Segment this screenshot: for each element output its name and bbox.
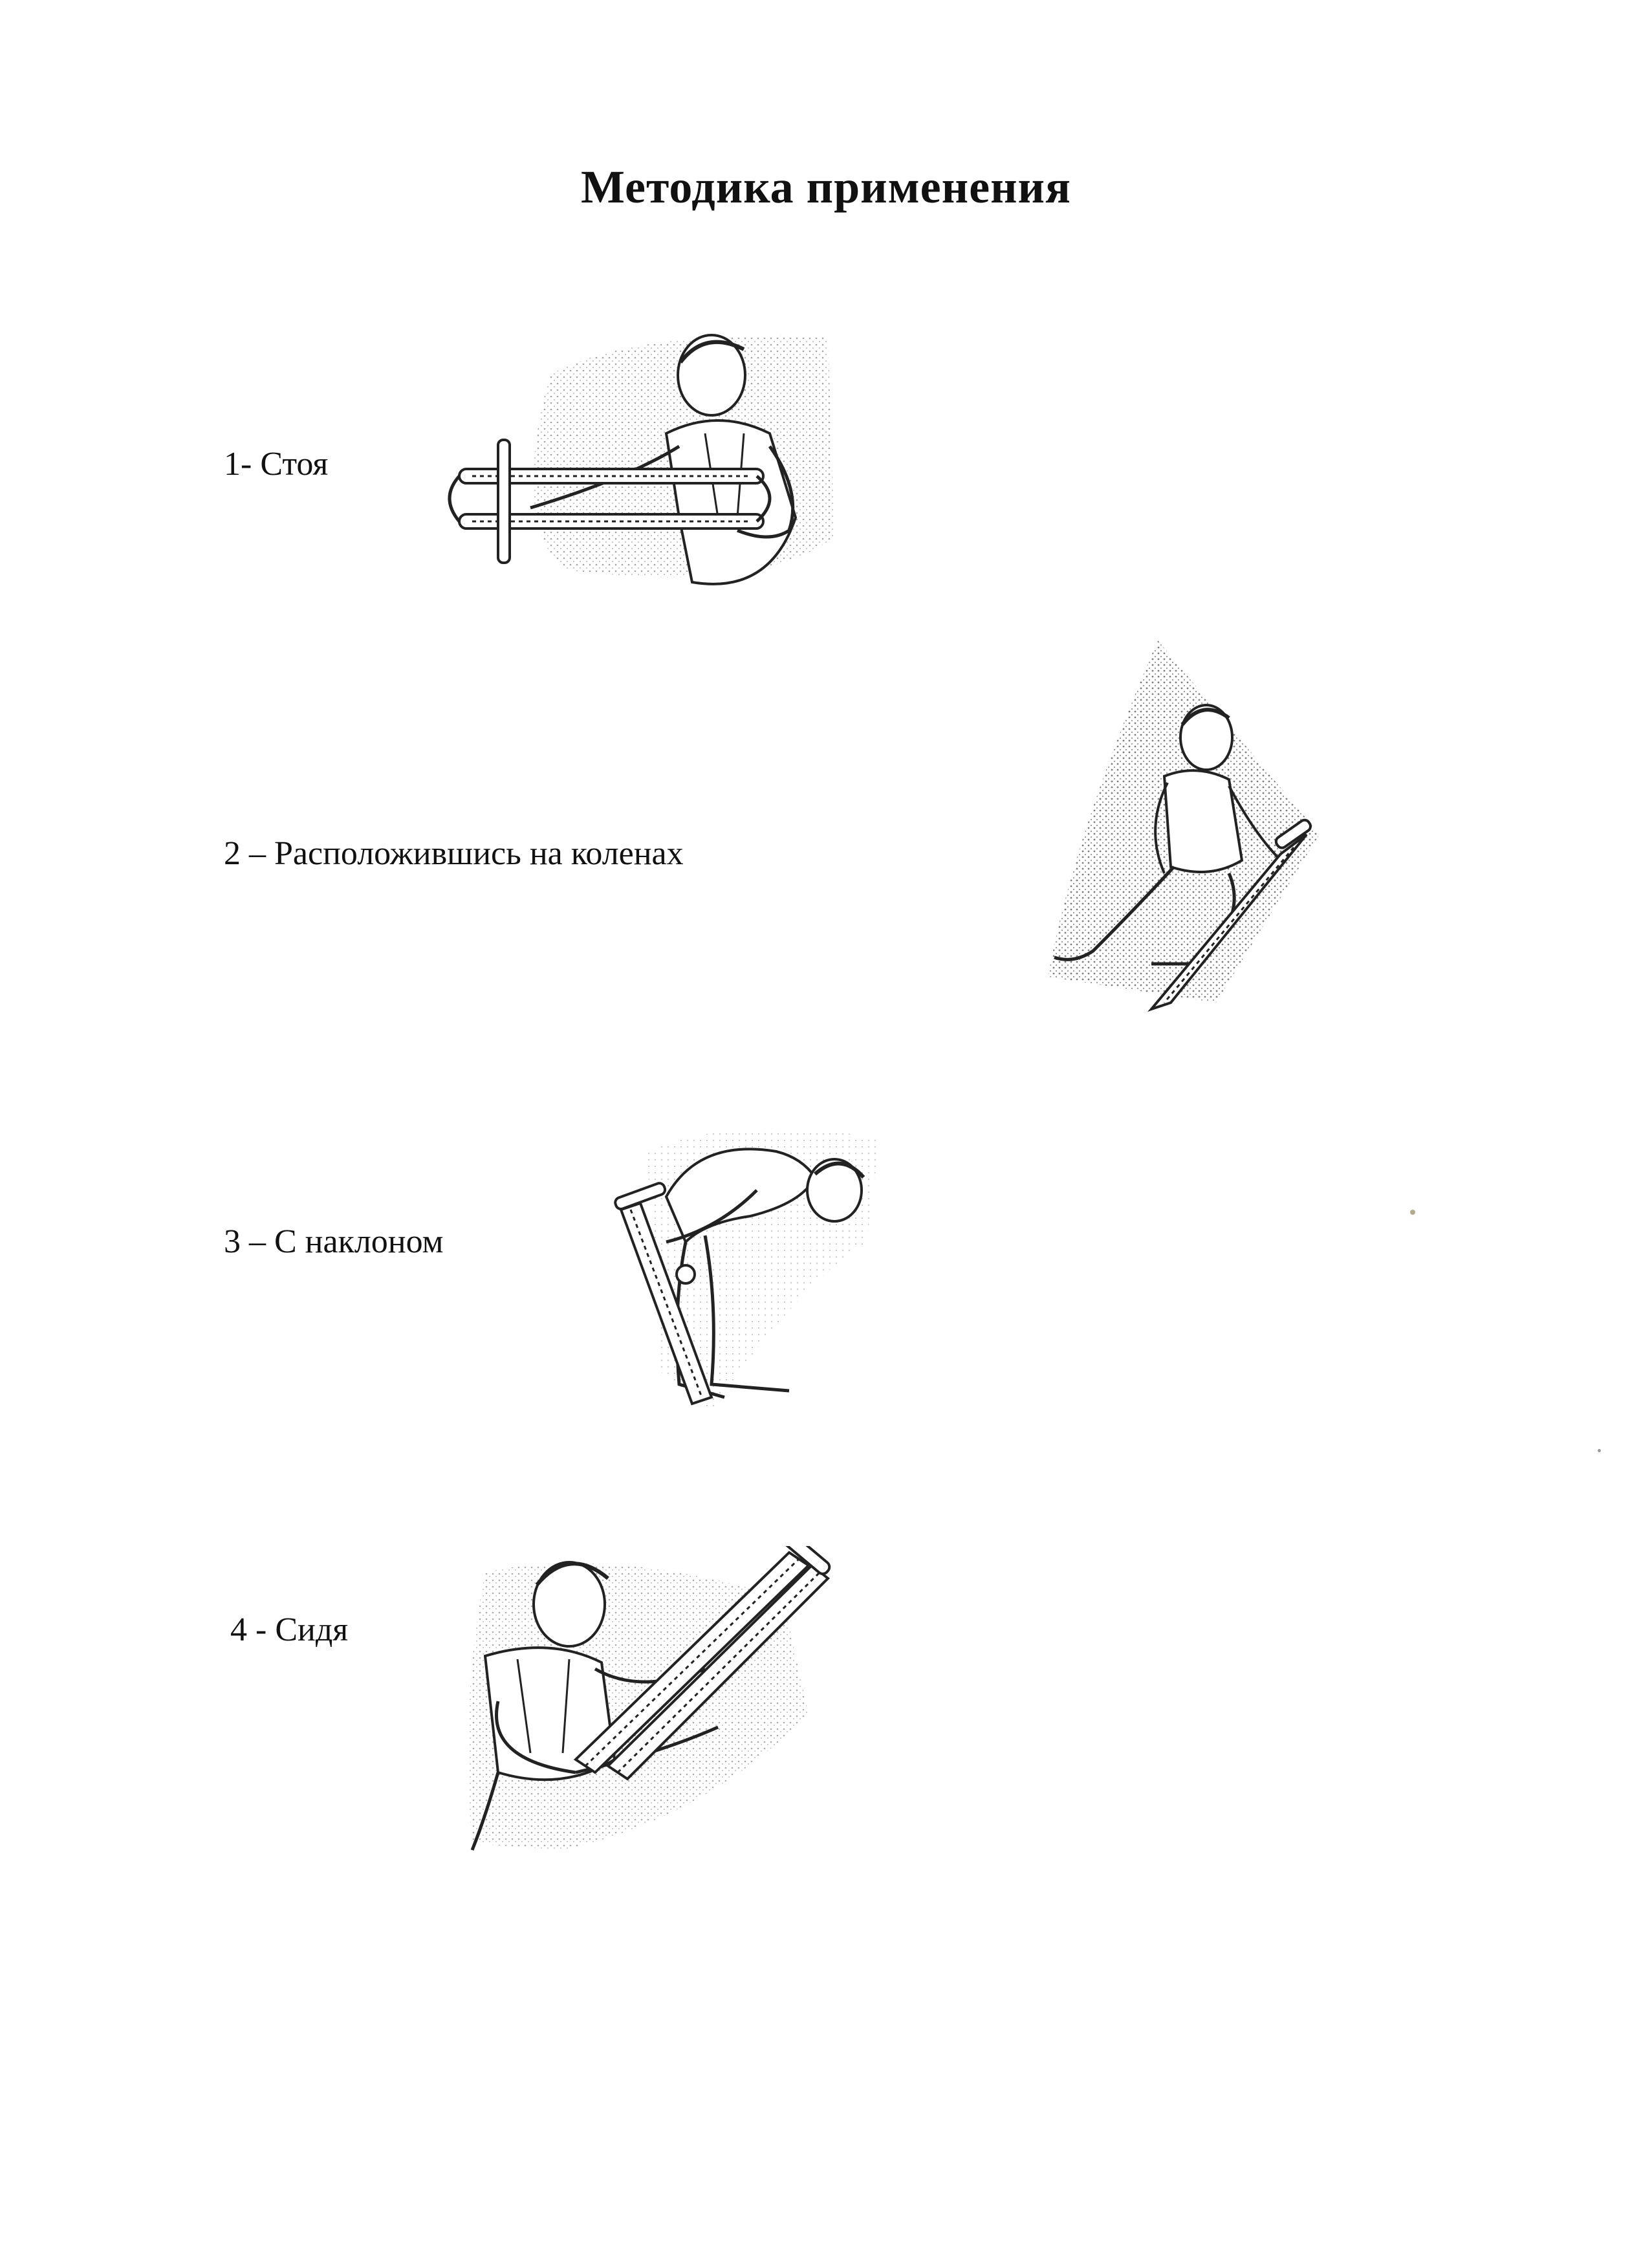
item-label-kneeling: 2 – Расположившись на коленах: [224, 835, 684, 872]
bending-expander-figure-icon: [608, 1113, 893, 1417]
scan-speck: [1410, 1210, 1415, 1215]
page-title: Методика применения: [581, 161, 1071, 213]
item-label-bending: 3 – С наклоном: [224, 1223, 444, 1260]
item-label-seated: 4 - Сидя: [230, 1611, 349, 1648]
item-label-standing: 1- Стоя: [224, 446, 329, 483]
standing-expander-figure-icon: [433, 323, 847, 615]
kneeling-expander-figure-icon: [1035, 640, 1332, 1016]
scan-speck: [1598, 1449, 1601, 1452]
seated-expander-figure-icon: [446, 1546, 854, 1857]
